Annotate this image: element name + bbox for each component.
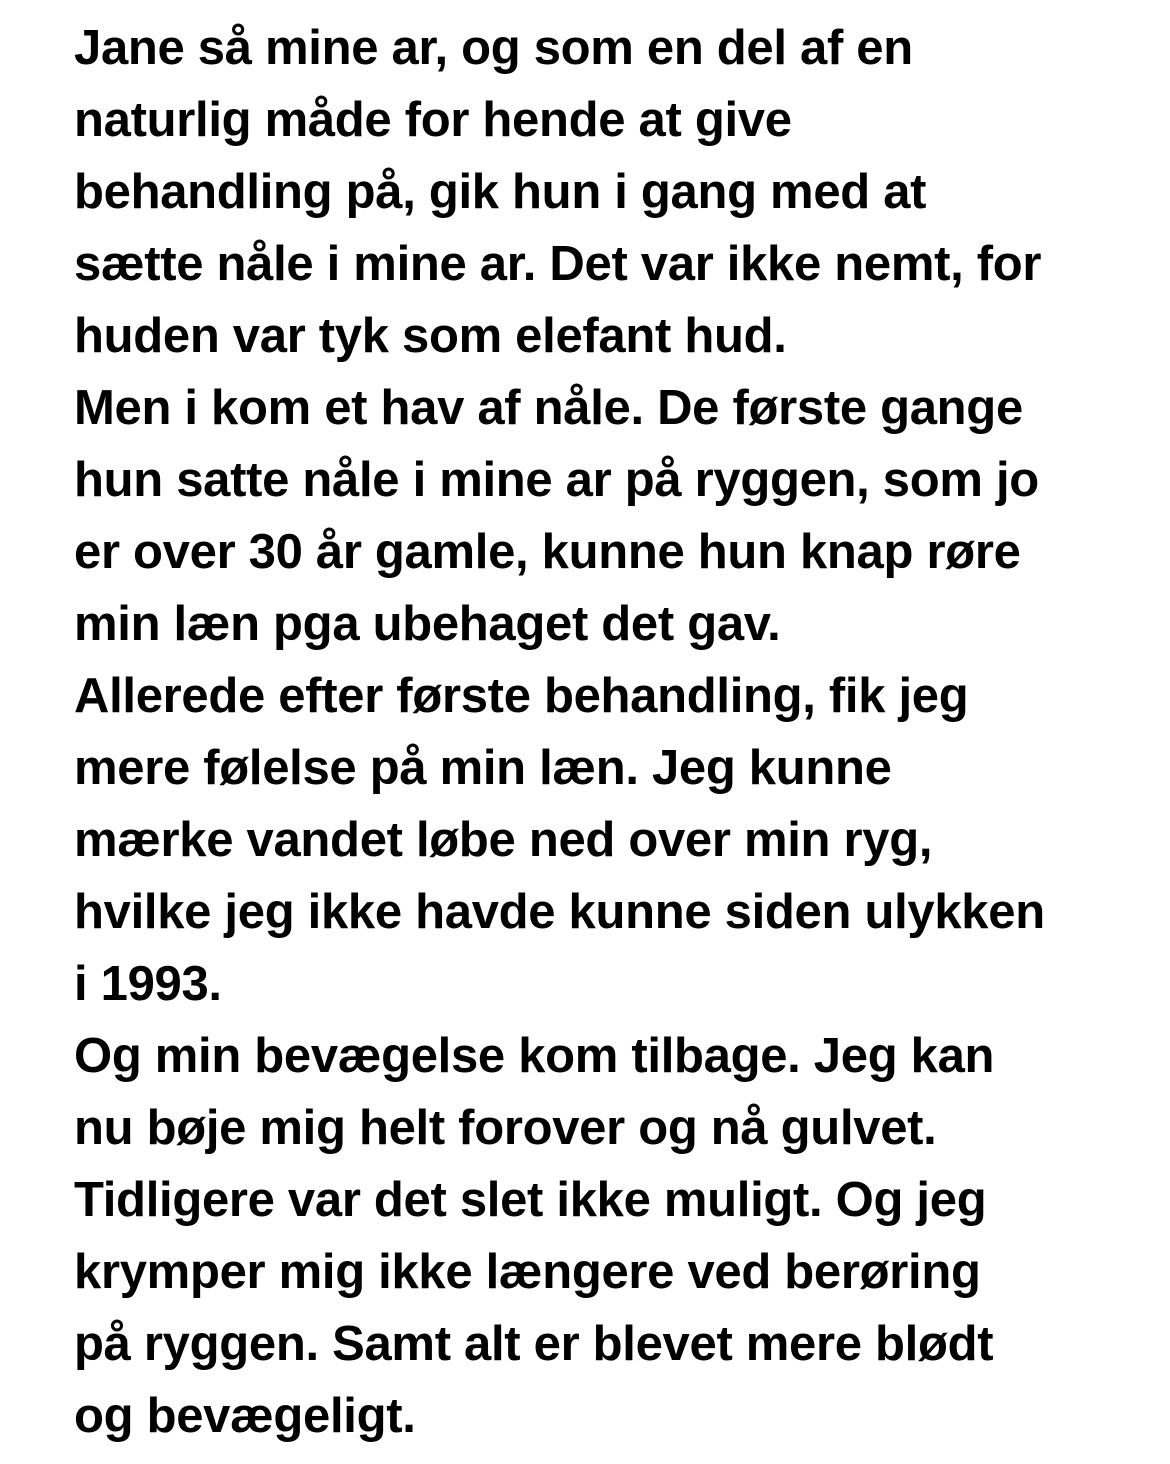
text-line-16: nu bøje mig helt forover og nå gulvet. <box>74 1101 937 1155</box>
text-line-5: huden var tyk som elefant hud. <box>74 309 787 363</box>
text-line-20: og bevægeligt. <box>74 1389 416 1443</box>
text-line-13: hvilke jeg ikke havde kunne siden ulykken <box>74 885 1045 939</box>
text-line-19: på ryggen. Samt alt er blevet mere blødt <box>74 1317 994 1371</box>
text-line-4: sætte nåle i mine ar. Det var ikke nemt, for <box>74 237 1042 291</box>
text-line-2: naturlig måde for hende at give <box>74 93 792 147</box>
text-line-10: Allerede efter første behandling, fik jeg <box>74 669 969 723</box>
text-line-3: behandling på, gik hun i gang med at <box>74 165 927 219</box>
text-line-9: min læn pga ubehaget det gav. <box>74 597 781 651</box>
text-line-11: mere følelse på min læn. Jeg kunne <box>74 741 892 795</box>
text-line-18: krymper mig ikke længere ved berøring <box>74 1245 981 1299</box>
note-body <box>74 12 1134 1452</box>
text-line-15: Og min bevægelse kom tilbage. Jeg kan <box>74 1029 995 1083</box>
text-line-8: er over 30 år gamle, kunne hun knap røre <box>74 525 1021 579</box>
text-line-6: Men i kom et hav af nåle. De første gange <box>74 381 1023 435</box>
text-line-12: mærke vandet løbe ned over min ryg, <box>74 813 933 867</box>
text-line-14: i 1993. <box>74 957 222 1011</box>
text-line-1: Jane så mine ar, og som en del af en <box>74 21 913 75</box>
text-line-17: Tidligere var det slet ikke muligt. Og jeg <box>74 1173 987 1227</box>
text-line-7: hun satte nåle i mine ar på ryggen, som jo <box>74 453 1039 507</box>
